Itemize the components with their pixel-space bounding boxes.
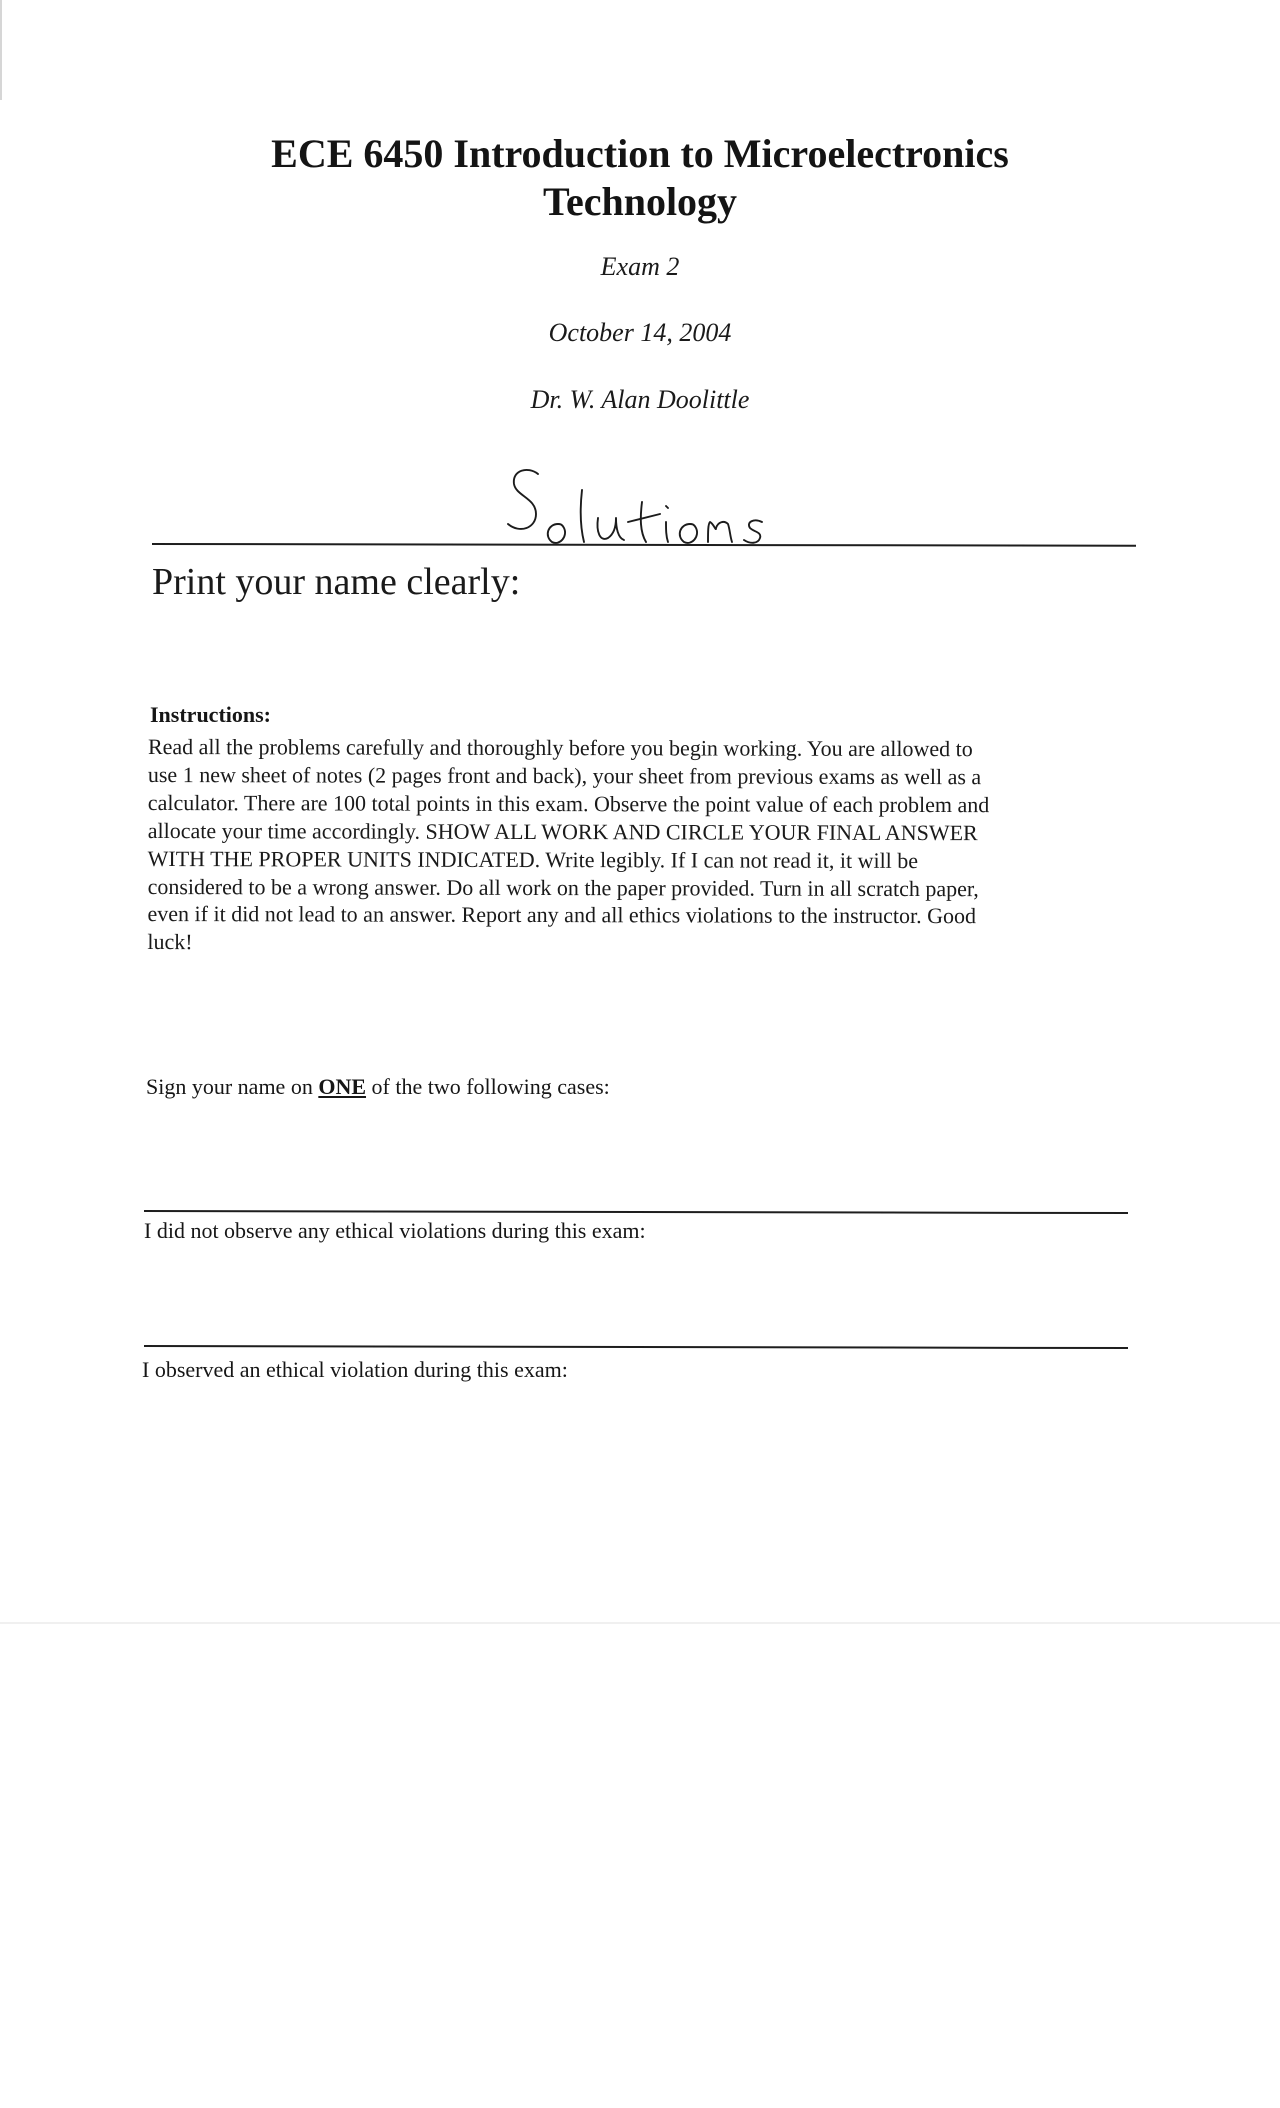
course-title xyxy=(0,130,1280,226)
exam-number: Exam 2 xyxy=(600,252,680,281)
instructions-line: calculator. There are 100 total points in this exam. Observe the point value of each problem and xyxy=(147,789,990,818)
sign-prompt-start: Sign your name on xyxy=(146,1074,319,1099)
violation-signature-line xyxy=(144,1345,1128,1349)
no-violation-statement: I did not observe any ethical violations during this exam: xyxy=(144,1218,646,1243)
instructions-line: Read all the problems carefully and thoroughly before you begin working. You are allowed to xyxy=(147,734,973,762)
violation-statement: I observed an ethical violation during this exam: xyxy=(142,1357,568,1382)
instructions-line: considered to be a wrong answer. Do all work on the paper provided. Turn in all scratch paper, xyxy=(147,873,979,901)
instructions-line: even if it did not lead to an answer. Report any and all ethics violations to the instructor. Good xyxy=(147,901,977,929)
instructions-heading: Instructions: xyxy=(150,702,272,727)
instructions-line: WITH THE PROPER UNITS INDICATED. Write legibly. If I can not read it, it will be xyxy=(147,845,919,873)
instructions-body xyxy=(147,733,1138,959)
instructions-line: use 1 new sheet of notes (2 pages front and back), your sheet from previous exams as well as a xyxy=(147,761,982,790)
sign-prompt xyxy=(146,1074,610,1100)
instructions-line: allocate your time accordingly. SHOW ALL WORK AND CIRCLE YOUR FINAL ANSWER xyxy=(147,817,978,845)
handwritten-solutions-signature xyxy=(500,462,780,552)
instructor-name: Dr. W. Alan Doolittle xyxy=(530,385,750,414)
no-violation-signature-line xyxy=(144,1210,1128,1214)
sign-prompt-emphasis: ONE xyxy=(318,1074,367,1099)
instructions-line: luck! xyxy=(147,929,193,955)
course-title-line-1: ECE 6450 Introduction to Microelectronics xyxy=(271,131,1009,176)
print-name-label: Print your name clearly: xyxy=(152,561,521,603)
course-title-line-2: Technology xyxy=(542,179,738,224)
exam-date: October 14, 2004 xyxy=(548,318,732,347)
sign-prompt-end: of the two following cases: xyxy=(366,1074,610,1099)
scan-page-edge xyxy=(0,1622,1280,1624)
scan-edge-shadow xyxy=(0,0,2,100)
